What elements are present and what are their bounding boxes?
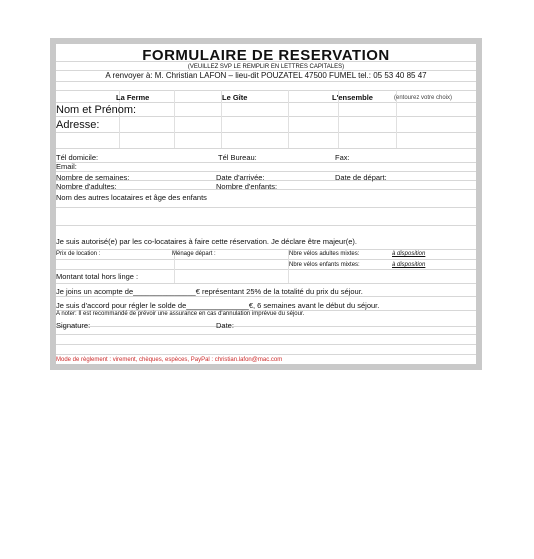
choice-la-ferme[interactable]: La Ferme — [116, 93, 150, 102]
grid-line — [56, 225, 476, 226]
declaration-text: Je suis autorisé(e) par les co-locataires à faire cette réservation. Je déclare être majeur(e). — [56, 237, 357, 246]
form-subtitle: (VEUILLEZ SVP LE REMPLIR EN LETTRES CAPITALES) — [187, 64, 345, 70]
label-velos-adultes: Nbre vélos adultes mixtes: — [289, 251, 360, 257]
grid-line — [56, 283, 476, 284]
return-address: A renvoyer à: M. Christian LAFON – lieu-dit POUZATEL 47500 FUMEL tel.: 05 53 40 85 47 — [105, 71, 427, 80]
choice-le-gite[interactable]: Le Gîte — [222, 93, 248, 102]
grid-line — [56, 269, 476, 270]
field-montant-total[interactable]: Montant total hors linge : — [56, 272, 139, 281]
grid-line — [56, 326, 476, 327]
grid-line — [56, 148, 476, 149]
field-date-depart[interactable]: Date de départ: — [335, 173, 387, 182]
grid-line — [56, 334, 476, 335]
field-adresse[interactable]: Adresse: — [56, 119, 100, 131]
form-title: FORMULAIRE DE RESERVATION — [142, 47, 390, 64]
choice-hint: (entourez votre choix) — [394, 95, 453, 101]
solde-text: Je suis d'accord pour régler le solde de_______________€, 6 semaines avant le début du séjour. — [56, 301, 380, 310]
value-velos-enfants: à disposition — [392, 262, 426, 268]
grid-line — [56, 171, 476, 172]
grid-line — [56, 296, 476, 297]
field-nb-enfants[interactable]: Nombre d'enfants: — [216, 182, 278, 191]
grid-line — [56, 354, 476, 355]
assurance-note: A noter: Il est recommandé de prévoir une assurance en cas d'annulation imprévue du séjour. — [56, 311, 305, 317]
acompte-text: Je joins un acompte de_______________€ représentant 25% de la totalité du prix du séjour. — [56, 287, 363, 296]
grid-line — [56, 344, 476, 345]
field-date-arrivee[interactable]: Date d'arrivée: — [216, 173, 265, 182]
grid-line — [56, 249, 476, 250]
field-tel-domicile[interactable]: Tél domicile: — [56, 153, 99, 162]
field-fax[interactable]: Fax: — [335, 153, 350, 162]
choice-ensemble[interactable]: L'ensemble — [332, 93, 373, 102]
payment-methods: Mode de règlement : virement, chèques, espèces, PayPal : christian.lafon@mac.com — [56, 357, 283, 363]
grid-line — [56, 162, 476, 163]
grid-line — [56, 81, 476, 82]
label-velos-enfants: Nbre vélos enfants mixtes: — [289, 262, 360, 268]
field-nb-semaines[interactable]: Nombre de semaines: — [56, 173, 130, 182]
field-autres-locataires[interactable]: Nom des autres locataires et âge des enfants — [56, 193, 207, 202]
field-menage[interactable]: Ménage départ : — [172, 251, 216, 257]
field-email[interactable]: Email: — [56, 162, 77, 171]
field-nb-adultes[interactable]: Nombre d'adultes: — [56, 182, 117, 191]
field-signature[interactable]: Signature: — [56, 321, 91, 330]
grid-line — [56, 207, 476, 208]
reservation-form-sheet — [50, 38, 482, 370]
field-tel-bureau[interactable]: Tél Bureau: — [218, 153, 257, 162]
grid-col — [174, 90, 175, 148]
grid-col — [288, 90, 289, 148]
value-velos-adultes: à disposition — [392, 251, 426, 257]
grid-line — [56, 259, 476, 260]
field-date[interactable]: Date: — [216, 321, 234, 330]
field-nom[interactable]: Nom et Prénom: — [56, 104, 137, 116]
field-prix-location[interactable]: Prix de location : — [56, 251, 101, 257]
